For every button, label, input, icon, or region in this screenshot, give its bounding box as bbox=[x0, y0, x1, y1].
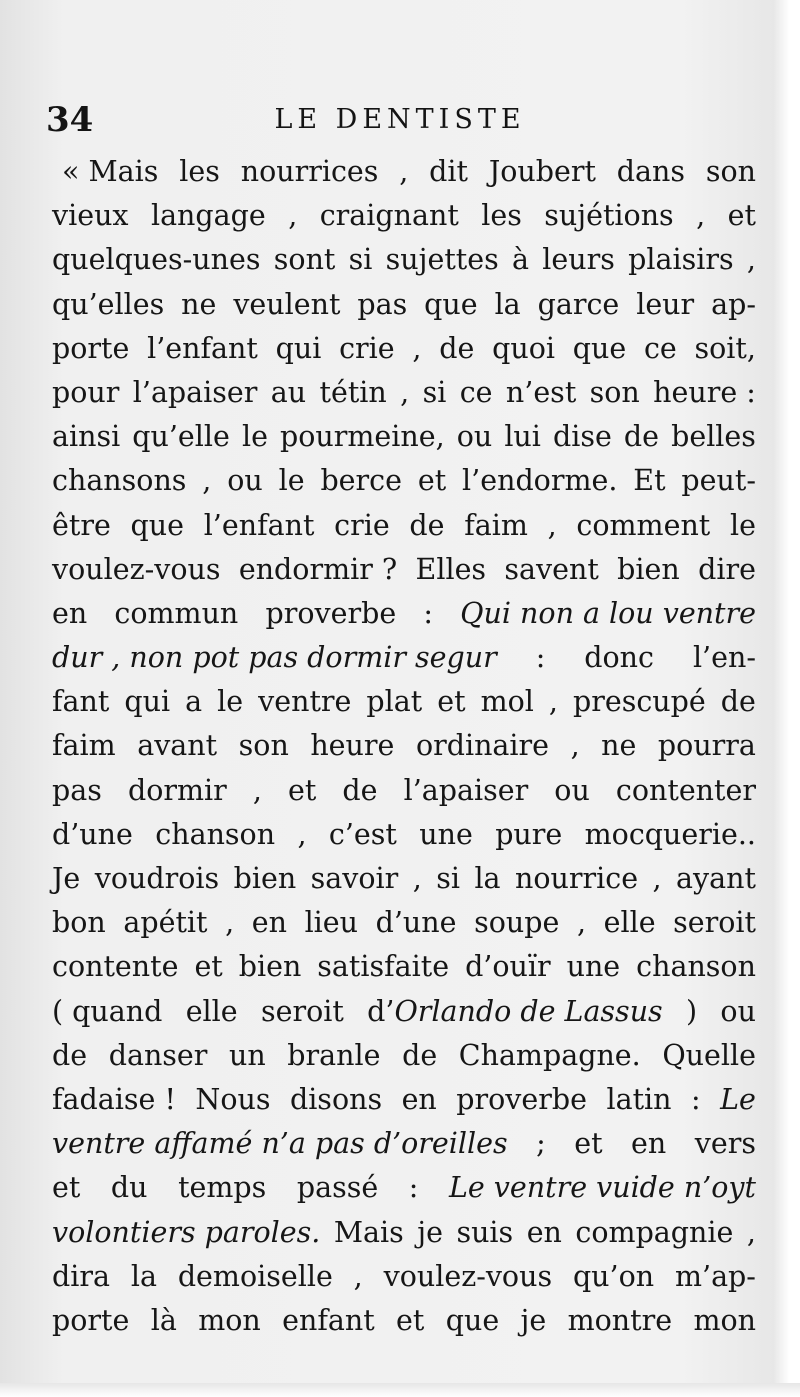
word: crie bbox=[339, 331, 395, 365]
word: disons bbox=[289, 1082, 383, 1116]
word: qu’elles bbox=[52, 287, 165, 321]
word: ap- bbox=[711, 287, 756, 321]
word: une bbox=[566, 950, 621, 984]
word: mol bbox=[480, 685, 534, 719]
word: en bbox=[526, 1215, 562, 1249]
word: ventre bbox=[258, 685, 352, 719]
word: et bbox=[437, 685, 466, 719]
word: « Mais bbox=[62, 155, 159, 188]
word: , bbox=[297, 817, 307, 851]
word: de bbox=[52, 1038, 88, 1072]
text-line bbox=[52, 1078, 756, 1122]
word: plaisirs bbox=[628, 243, 734, 277]
text-line bbox=[52, 283, 756, 327]
word: en bbox=[631, 1127, 667, 1161]
word: seroit bbox=[260, 994, 344, 1028]
word: elle bbox=[185, 994, 238, 1028]
word: de bbox=[409, 508, 445, 542]
word: Joubert bbox=[488, 155, 596, 188]
word: dire bbox=[698, 552, 756, 586]
word: la bbox=[474, 862, 501, 895]
word: montre bbox=[567, 1303, 673, 1337]
word: : bbox=[423, 596, 433, 630]
word: les bbox=[481, 199, 522, 233]
word: son bbox=[705, 155, 756, 188]
word: qui bbox=[124, 685, 171, 719]
word: en bbox=[52, 596, 88, 630]
text-line bbox=[52, 636, 756, 680]
word: prescupé bbox=[572, 685, 706, 719]
word: que bbox=[424, 287, 478, 321]
word: chanson bbox=[155, 817, 276, 851]
word: mon bbox=[693, 1303, 756, 1337]
word: , bbox=[412, 331, 422, 365]
word: bien bbox=[617, 552, 680, 586]
text-line bbox=[52, 504, 756, 548]
word: a bbox=[185, 685, 203, 719]
word: berce bbox=[320, 464, 402, 498]
text-line bbox=[52, 769, 756, 813]
word: temps bbox=[178, 1171, 267, 1205]
word: les bbox=[179, 155, 220, 188]
word: tétin bbox=[319, 375, 387, 409]
word: bon bbox=[52, 906, 106, 940]
word: savoir bbox=[310, 862, 399, 895]
word: et bbox=[194, 950, 223, 984]
text-line bbox=[52, 415, 756, 459]
text-line bbox=[52, 459, 756, 503]
word: heure : bbox=[653, 375, 756, 409]
word: , bbox=[746, 1215, 756, 1249]
word: ( quand bbox=[52, 994, 163, 1028]
word: sont bbox=[273, 243, 336, 277]
text-line bbox=[52, 1299, 756, 1343]
word: de bbox=[342, 773, 378, 807]
word: dise bbox=[552, 420, 612, 454]
page-header bbox=[44, 100, 756, 148]
word: je bbox=[520, 1303, 547, 1337]
text-line bbox=[52, 1122, 756, 1166]
word: ou bbox=[554, 773, 590, 807]
word: porte bbox=[52, 331, 130, 365]
word: qui bbox=[275, 331, 322, 365]
word: au bbox=[270, 375, 307, 409]
word: la bbox=[130, 1259, 157, 1293]
word: d’une bbox=[375, 906, 457, 940]
word: Quelle bbox=[662, 1038, 756, 1072]
word: vieux bbox=[52, 199, 129, 233]
word: volontiers paroles. bbox=[52, 1215, 321, 1249]
word: Le ventre vuide n’oyt bbox=[448, 1171, 756, 1205]
word: plat bbox=[366, 685, 423, 719]
word: pas bbox=[52, 773, 102, 807]
word: proverbe bbox=[456, 1082, 588, 1116]
word: qu’elle bbox=[132, 420, 230, 454]
word: à bbox=[512, 243, 530, 277]
page-number: 34 bbox=[46, 100, 94, 140]
word: pour bbox=[52, 375, 120, 409]
word: ; bbox=[536, 1127, 546, 1161]
word: , bbox=[399, 155, 409, 188]
word: avant bbox=[137, 729, 218, 763]
word: en bbox=[251, 906, 287, 940]
word: ventre affamé n’a pas d’oreilles bbox=[52, 1127, 508, 1161]
word: que bbox=[130, 508, 184, 542]
word: en bbox=[401, 1082, 437, 1116]
word: Mais bbox=[333, 1215, 404, 1249]
word: Nous bbox=[195, 1082, 271, 1116]
word: commun bbox=[114, 596, 239, 630]
word: de bbox=[720, 685, 756, 719]
word: faim bbox=[464, 508, 528, 542]
word: donc bbox=[584, 641, 654, 675]
word: latin bbox=[606, 1082, 672, 1116]
word: peut- bbox=[681, 464, 756, 498]
word: d’ouïr bbox=[465, 950, 551, 984]
word: dormir bbox=[127, 773, 227, 807]
word: seroit bbox=[673, 906, 756, 940]
body-text bbox=[52, 150, 756, 1343]
text-line bbox=[52, 945, 756, 989]
word: n’est bbox=[505, 375, 577, 409]
word: d’Orlando de Lassus bbox=[367, 994, 663, 1028]
word: et bbox=[287, 773, 317, 807]
word: si bbox=[422, 375, 447, 409]
word: de bbox=[439, 331, 475, 365]
word: l’apaiser bbox=[132, 375, 258, 409]
text-line bbox=[52, 857, 756, 901]
word: bien bbox=[233, 862, 297, 895]
word: le bbox=[278, 464, 305, 498]
word: soit, bbox=[694, 331, 756, 365]
word: , bbox=[400, 375, 410, 409]
word: demoiselle bbox=[177, 1259, 333, 1293]
text-line bbox=[52, 548, 756, 592]
word: compagnie bbox=[575, 1215, 734, 1249]
word: ) bbox=[685, 994, 698, 1028]
text-line bbox=[52, 327, 756, 371]
word: voulez-vous bbox=[52, 552, 221, 586]
word: chansons bbox=[52, 464, 187, 498]
word: chanson bbox=[636, 950, 756, 984]
word: proverbe bbox=[265, 596, 397, 630]
word: l’en- bbox=[692, 641, 756, 675]
text-line bbox=[52, 150, 756, 194]
word: : bbox=[535, 641, 546, 675]
word: son bbox=[238, 729, 289, 763]
text-line bbox=[52, 724, 756, 768]
word: je bbox=[417, 1215, 443, 1249]
word: belles bbox=[671, 420, 756, 454]
word: , bbox=[412, 862, 422, 895]
word: lui bbox=[504, 420, 541, 454]
word: ordinaire bbox=[415, 729, 550, 763]
word: voulez-vous bbox=[383, 1259, 553, 1293]
word: dans bbox=[616, 155, 686, 188]
word: de bbox=[402, 1038, 438, 1072]
word: fadaise ! bbox=[52, 1082, 176, 1116]
word: ne bbox=[181, 287, 217, 321]
text-line bbox=[52, 371, 756, 415]
word: et bbox=[417, 464, 447, 498]
word: soupe bbox=[474, 906, 560, 940]
text-line bbox=[52, 990, 756, 1034]
word: , bbox=[746, 243, 756, 277]
word: leur bbox=[636, 287, 695, 321]
text-line bbox=[52, 813, 756, 857]
word: , bbox=[547, 508, 557, 542]
running-title: LE DENTISTE bbox=[274, 104, 526, 135]
word: l’enfant bbox=[203, 508, 315, 542]
word: : bbox=[408, 1171, 419, 1205]
word: , bbox=[652, 862, 662, 895]
word: leurs bbox=[542, 243, 615, 277]
word: porte bbox=[52, 1303, 130, 1337]
word: , bbox=[696, 199, 706, 233]
word: le bbox=[217, 685, 244, 719]
word: et bbox=[574, 1127, 603, 1161]
text-line bbox=[52, 1255, 756, 1299]
word: de bbox=[623, 420, 660, 454]
word: ce bbox=[643, 331, 677, 365]
word: craignant bbox=[319, 199, 459, 233]
word: lieu bbox=[304, 906, 359, 940]
word: faim bbox=[52, 729, 116, 763]
word: Qui non a lou ventre bbox=[460, 596, 756, 630]
word: là bbox=[150, 1303, 177, 1337]
word: être bbox=[52, 508, 111, 542]
text-line bbox=[52, 238, 756, 282]
word: sujettes bbox=[385, 243, 499, 277]
word: le bbox=[241, 420, 268, 454]
word: ainsi bbox=[52, 420, 121, 454]
word: ou bbox=[456, 420, 493, 454]
word: danser bbox=[108, 1038, 208, 1072]
word: m’ap- bbox=[674, 1259, 756, 1293]
word: fant bbox=[52, 685, 110, 719]
text-line bbox=[52, 1166, 756, 1210]
word: que bbox=[572, 331, 627, 365]
word: une bbox=[419, 817, 473, 851]
word: comment bbox=[576, 508, 711, 542]
text-line bbox=[52, 194, 756, 238]
word: apétit bbox=[123, 906, 208, 940]
word: pourra bbox=[657, 729, 756, 763]
page-edge-bottom bbox=[0, 1383, 800, 1397]
word: suis bbox=[456, 1215, 514, 1249]
word: , bbox=[288, 199, 298, 233]
word: dit bbox=[429, 155, 468, 188]
word: branle bbox=[287, 1038, 381, 1072]
word: veulent bbox=[233, 287, 341, 321]
text-line bbox=[52, 1034, 756, 1078]
word: l’apaiser bbox=[403, 773, 529, 807]
word: satisfaite bbox=[317, 950, 450, 984]
word: ayant bbox=[676, 862, 756, 895]
word: Je bbox=[52, 862, 81, 895]
word: elle bbox=[603, 906, 656, 940]
word: garce bbox=[537, 287, 620, 321]
text-line bbox=[52, 680, 756, 724]
word: c’est bbox=[328, 817, 397, 851]
word: si bbox=[348, 243, 373, 277]
word: dur , non pot pas dormir segur bbox=[52, 641, 497, 675]
word: la bbox=[494, 287, 521, 321]
word: ou bbox=[227, 464, 263, 498]
word: d’une bbox=[52, 817, 133, 851]
word: mon bbox=[198, 1303, 261, 1337]
word: l’endorme. bbox=[462, 464, 618, 498]
word: si bbox=[436, 862, 460, 895]
word: nourrice bbox=[515, 862, 639, 895]
word: qu’on bbox=[572, 1259, 655, 1293]
word: , bbox=[202, 464, 212, 498]
word: ou bbox=[720, 994, 756, 1028]
word: que bbox=[445, 1303, 500, 1337]
word: , bbox=[576, 906, 586, 940]
word: Le bbox=[720, 1082, 756, 1116]
word: , bbox=[225, 906, 235, 940]
word: , bbox=[353, 1259, 363, 1293]
word: un bbox=[229, 1038, 266, 1072]
word: crie bbox=[334, 508, 390, 542]
word: , bbox=[252, 773, 262, 807]
word: du bbox=[110, 1171, 148, 1205]
word: endormir ? bbox=[238, 552, 398, 586]
text-line bbox=[52, 901, 756, 945]
word: et bbox=[727, 199, 756, 233]
word: ce bbox=[459, 375, 493, 409]
word: dira bbox=[52, 1259, 110, 1293]
word: vers bbox=[694, 1127, 756, 1161]
word: Et bbox=[633, 464, 666, 498]
text-line bbox=[52, 1211, 756, 1255]
word: enfant bbox=[282, 1303, 375, 1337]
word: mocquerie.. bbox=[584, 817, 756, 851]
word: contente bbox=[52, 950, 179, 984]
word: , bbox=[570, 729, 580, 763]
word: bien bbox=[238, 950, 302, 984]
word: Champagne. bbox=[458, 1038, 641, 1072]
word: heure bbox=[310, 729, 395, 763]
word: le bbox=[729, 508, 756, 542]
word: Elles bbox=[415, 552, 487, 586]
word: l’enfant bbox=[147, 331, 258, 365]
word: pure bbox=[495, 817, 563, 851]
word: et bbox=[52, 1171, 81, 1205]
word: sujétions bbox=[544, 199, 674, 233]
word: savent bbox=[504, 552, 599, 586]
word: quoi bbox=[492, 331, 555, 365]
word: pourmeine, bbox=[280, 420, 445, 454]
word: et bbox=[396, 1303, 425, 1337]
word: langage bbox=[150, 199, 266, 233]
word: : bbox=[691, 1082, 701, 1116]
word: quelques-unes bbox=[52, 243, 261, 277]
word: ne bbox=[601, 729, 637, 763]
text-line bbox=[52, 592, 756, 636]
word: son bbox=[589, 375, 640, 409]
word: passé bbox=[296, 1171, 379, 1205]
word: pas bbox=[357, 287, 408, 321]
word: contenter bbox=[615, 773, 756, 807]
word: , bbox=[548, 685, 558, 719]
page-edge-right bbox=[774, 0, 800, 1397]
word: voudrois bbox=[94, 862, 220, 895]
word: nourrices bbox=[240, 155, 379, 188]
